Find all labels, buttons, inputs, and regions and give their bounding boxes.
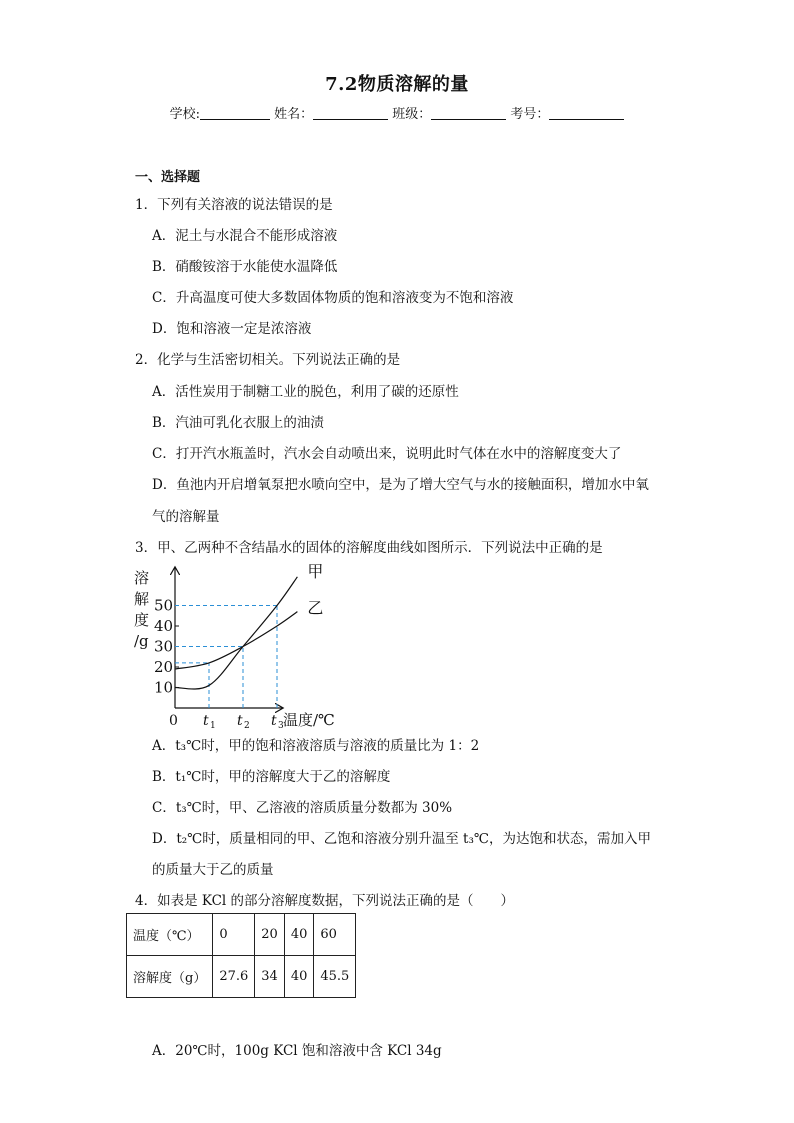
y-tick-label: 20 [154, 658, 174, 676]
question-1-option-b[interactable]: B．硝酸铵溶于水能使水温降低 [152, 259, 338, 275]
question-1-option-c[interactable]: C．升高温度可使大多数固体物质的饱和溶液变为不饱和溶液 [152, 290, 514, 306]
question-2-option-c[interactable]: C．打开汽水瓶盖时，汽水会自动喷出来，说明此时气体在水中的溶解度变大了 [152, 446, 622, 462]
exam-number-label: 考号： [510, 107, 550, 122]
table-cell: 温度（℃） [127, 914, 213, 956]
table-cell: 34 [255, 956, 285, 998]
exam-number-blank[interactable] [549, 106, 624, 120]
question-1-option-a[interactable]: A．泥土与水混合不能形成溶液 [152, 228, 338, 244]
question-3-option-b[interactable]: B．t₁℃时，甲的溶解度大于乙的溶解度 [152, 769, 391, 785]
series-jia-label: 甲 [307, 561, 324, 581]
y-tick-label: 10 [154, 678, 174, 697]
question-4-stem: 4．如表是 KCl 的部分溶解度数据，下列说法正确的是（ ） [135, 893, 515, 909]
question-2-option-b[interactable]: B．汽油可乳化衣服上的油渍 [152, 415, 324, 431]
student-info-line [0, 103, 794, 122]
y-tick-label: 50 [154, 596, 174, 615]
question-3-option-c[interactable]: C．t₃℃时，甲、乙溶液的溶质质量分数都为 30% [152, 800, 453, 816]
table-cell: 0 [213, 914, 255, 956]
question-1-stem: 1．下列有关溶液的说法错误的是 [135, 197, 333, 213]
table-row [127, 956, 356, 998]
class-blank[interactable] [431, 106, 506, 120]
table-row [127, 914, 356, 956]
x-tick-subscript: 1 [210, 721, 216, 730]
question-1-option-d[interactable]: D．饱和溶液一定是浓溶液 [152, 321, 312, 337]
y-tick-label: 40 [154, 617, 174, 635]
x-tick-label: t [237, 713, 243, 729]
table-cell: 40 [284, 914, 314, 956]
y-tick-label: 30 [154, 637, 174, 656]
table-cell: 溶解度（g） [127, 956, 213, 998]
question-3-option-d-continued: 的质量大于乙的质量 [152, 862, 274, 878]
table-cell: 40 [284, 956, 314, 998]
y-axis-label: 溶 [134, 569, 150, 587]
name-blank[interactable] [313, 106, 388, 120]
question-2-option-d[interactable]: D．鱼池内开启增氧泵把水喷向空中，是为了增大空气与水的接触面积，增加水中氧 [152, 477, 649, 493]
kcl-solubility-table [126, 913, 356, 998]
name-label: 姓名： [274, 107, 314, 122]
table-cell: 60 [314, 914, 356, 956]
question-4-option-a[interactable]: A．20℃时，100g KCl 饱和溶液中含 KCl 34g [152, 1043, 442, 1059]
x-axis-label: 温度/℃ [283, 711, 335, 729]
table-cell: 20 [255, 914, 285, 956]
origin-label: 0 [169, 713, 178, 729]
school-label: 学校: [169, 107, 200, 122]
x-tick-subscript: 2 [244, 721, 250, 730]
x-tick-subscript: 3 [278, 721, 284, 730]
class-label: 班级： [392, 107, 432, 122]
series-yi-curve [175, 612, 297, 669]
series-yi-label: 乙 [307, 598, 324, 618]
school-blank[interactable] [200, 106, 270, 120]
y-axis-label: 度 [134, 611, 150, 629]
question-3-option-d[interactable]: D．t₂℃时，质量相同的甲、乙饱和溶液分别升温至 t₃℃，为达饱和状态，需加入甲 [152, 831, 651, 847]
solubility-chart [130, 560, 360, 730]
y-axis-label: 解 [134, 590, 150, 608]
section-heading: 一、选择题 [135, 170, 201, 185]
y-axis-label: /g [134, 632, 149, 650]
x-tick-label: t [271, 713, 277, 729]
table-cell: 27.6 [213, 956, 255, 998]
series-jia-curve [175, 577, 297, 689]
question-3-option-a[interactable]: A．t₃℃时，甲的饱和溶液溶质与溶液的质量比为 1：2 [152, 738, 480, 754]
question-2-option-a[interactable]: A．活性炭用于制糖工业的脱色，利用了碳的还原性 [152, 384, 459, 400]
page-title: 7.2物质溶解的量 [325, 74, 469, 95]
question-2-stem: 2．化学与生活密切相关。下列说法正确的是 [135, 352, 401, 368]
question-2-option-d-continued: 气的溶解量 [152, 509, 220, 525]
question-3-stem: 3．甲、乙两种不含结晶水的固体的溶解度曲线如图所示．下列说法中正确的是 [135, 540, 603, 556]
x-tick-label: t [203, 713, 209, 729]
table-cell: 45.5 [314, 956, 356, 998]
